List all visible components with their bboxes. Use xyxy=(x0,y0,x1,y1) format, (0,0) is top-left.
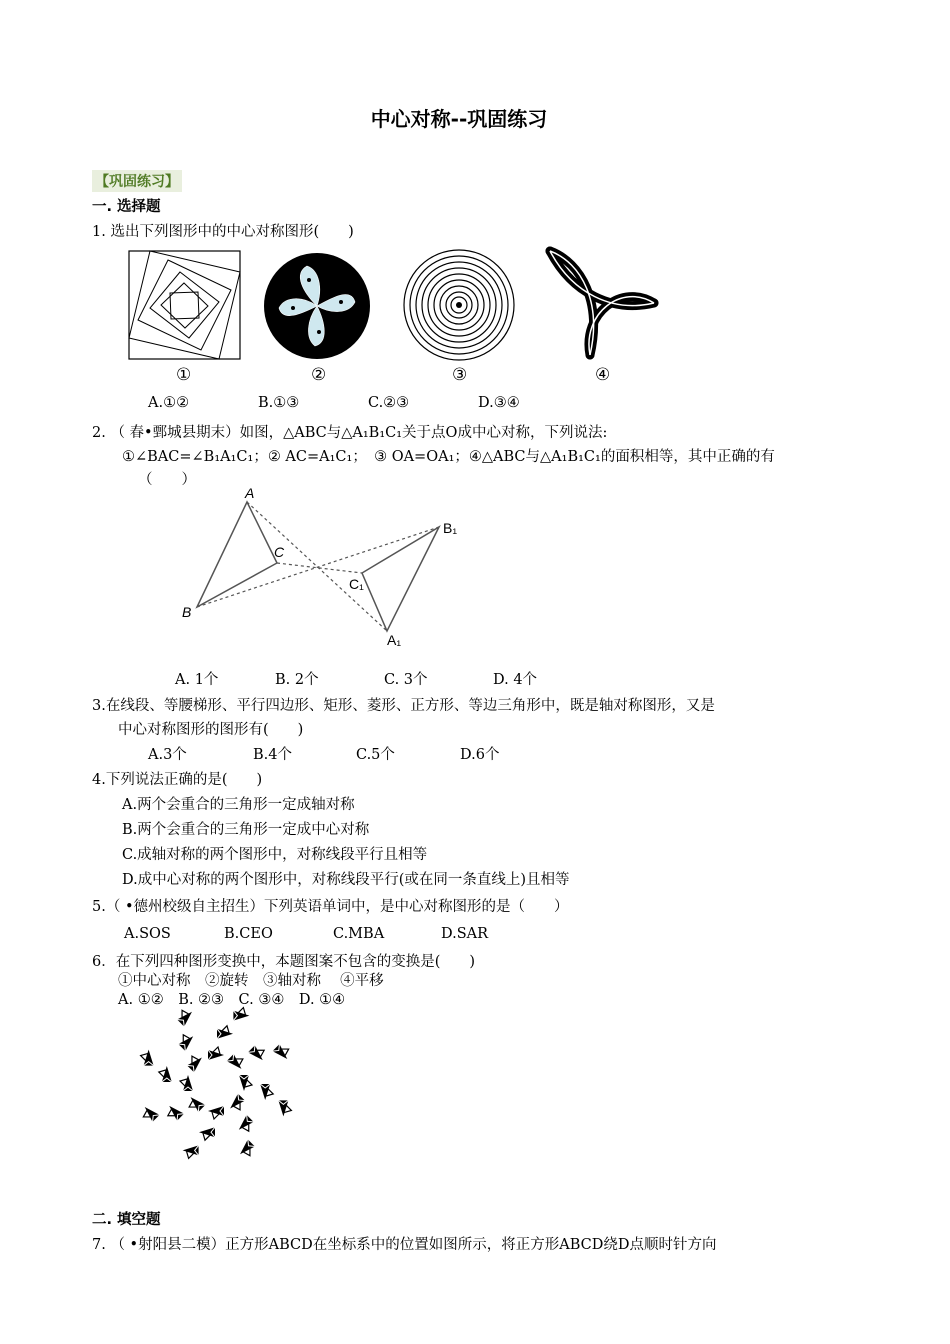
fish-motif xyxy=(185,1094,206,1115)
fish-motif xyxy=(227,1094,248,1115)
fish-motif xyxy=(208,1047,224,1060)
fish-motif xyxy=(239,1075,252,1091)
fish-motif xyxy=(175,1006,196,1027)
question-3-stem: 3.在线段、等腰梯形、平行四边形、矩形、菱形、正方形、等边三角形中，既是轴对称图形，又是 xyxy=(92,698,715,714)
label-c: C xyxy=(274,544,285,560)
q1-figure-label-1: ① xyxy=(176,365,192,385)
q4-option-a[interactable]: A.两个会重合的三角形一定成轴对称 xyxy=(122,797,355,813)
q1-option-d[interactable]: D.③④ xyxy=(478,395,520,411)
fish-motif xyxy=(208,1106,224,1119)
label-b1: B₁ xyxy=(443,520,458,536)
fish-motif xyxy=(237,1139,258,1160)
fish-motif xyxy=(278,1100,291,1116)
fish-motif xyxy=(141,1050,154,1066)
question-2-stem: 2. （ 春•鄄城县期末）如图，△ABC与△A₁B₁C₁关于点O成中心对称，下列说法: xyxy=(92,425,608,441)
figure-central-symmetry-triangles xyxy=(175,485,475,655)
q1-figure-label-2: ② xyxy=(311,365,327,385)
fish-motif xyxy=(217,1026,233,1039)
question-5-stem: 5.（ •德州校级自主招生）下列英语单词中，是中心对称图形的是（ ） xyxy=(92,899,569,915)
q3-option-a[interactable]: A.3个 xyxy=(148,747,187,763)
question-1-stem: 1. 选出下列图形中的中心对称图形( ) xyxy=(92,224,354,240)
fish-motif xyxy=(272,1042,293,1063)
q2-option-a[interactable]: A. 1个 xyxy=(175,672,219,688)
figure-nested-squares xyxy=(128,250,241,360)
q4-option-c[interactable]: C.成轴对称的两个图形中，对称线段平行且相等 xyxy=(122,847,428,863)
fish-motif xyxy=(164,1102,185,1123)
page-title: 中心对称--巩固练习 xyxy=(370,107,548,131)
q3-option-b[interactable]: B.4个 xyxy=(253,747,292,763)
question-7-stem: 7. （ •射阳县二模）正方形ABCD在坐标系中的位置如图所示，将正方形ABCD绕D点顺时针方向 xyxy=(92,1237,717,1253)
q2-option-c[interactable]: C. 3个 xyxy=(384,672,428,688)
q3-option-c[interactable]: C.5个 xyxy=(356,747,395,763)
question-2-line2: ①∠BAC=∠B₁A₁C₁；② AC=A₁C₁； ③ OA=OA₁；④△ABC与△A₁B₁C₁的面积相等，其中正确的有 xyxy=(122,449,775,465)
fish-motif xyxy=(176,1031,197,1052)
q6-options[interactable]: A. ①② B. ②③ C. ③④ D. ①④ xyxy=(118,992,346,1008)
question-3-line2: 中心对称图形的图形有( ) xyxy=(118,722,304,738)
q5-option-a[interactable]: A.SOS xyxy=(124,926,171,942)
fish-motif xyxy=(139,1104,160,1125)
figure-concentric-circles xyxy=(403,249,515,361)
q4-option-d[interactable]: D.成中心对称的两个图形中，对称线段平行(或在同一条直线上)且相等 xyxy=(122,872,570,888)
question-4-stem: 4.下列说法正确的是( ) xyxy=(92,772,263,788)
figure-fish-rotation-pattern xyxy=(130,1005,302,1165)
label-b: B xyxy=(182,604,192,620)
question-2-line3: （ ） xyxy=(138,472,196,488)
fish-motif xyxy=(199,1127,215,1140)
fish-motif xyxy=(183,1145,199,1158)
q1-option-c[interactable]: C.②③ xyxy=(368,395,410,411)
label-a1: A₁ xyxy=(387,632,402,648)
q5-option-c[interactable]: C.MBA xyxy=(333,926,385,942)
question-6-line2: ①中心对称 ②旋转 ③轴对称 ④平移 xyxy=(118,973,384,989)
q1-option-b[interactable]: B.①③ xyxy=(258,395,300,411)
q3-option-d[interactable]: D.6个 xyxy=(460,747,500,763)
q1-option-a[interactable]: A.①② xyxy=(148,395,190,411)
figure-circle-petals xyxy=(263,252,371,360)
q4-option-b[interactable]: B.两个会重合的三角形一定成中心对称 xyxy=(122,822,370,838)
fish-motif xyxy=(233,1008,249,1021)
section-heading-choice: 一. 选择题 xyxy=(92,199,161,215)
section-tag: 【巩固练习】 xyxy=(92,170,182,192)
fish-motif xyxy=(248,1043,269,1064)
fish-motif xyxy=(227,1052,248,1073)
section-heading-fill: 二. 填空题 xyxy=(92,1212,161,1228)
q2-option-d[interactable]: D. 4个 xyxy=(493,672,538,688)
question-6-stem: 6．在下列四种图形变换中，本题图案不包含的变换是( ) xyxy=(92,954,476,970)
q1-figure-label-3: ③ xyxy=(452,365,468,385)
fish-motif xyxy=(260,1084,273,1100)
fish-motif xyxy=(185,1052,206,1073)
q5-option-d[interactable]: D.SAR xyxy=(441,926,489,942)
fish-motif xyxy=(159,1066,172,1082)
q5-option-b[interactable]: B.CEO xyxy=(224,926,273,942)
q1-figure-label-4: ④ xyxy=(595,365,611,385)
label-c1: C₁ xyxy=(349,576,364,592)
figure-triquetra xyxy=(542,243,660,361)
q2-option-b[interactable]: B. 2个 xyxy=(275,672,319,688)
fish-motif xyxy=(235,1115,256,1136)
label-a: A xyxy=(245,485,255,501)
fish-motif xyxy=(180,1075,193,1091)
